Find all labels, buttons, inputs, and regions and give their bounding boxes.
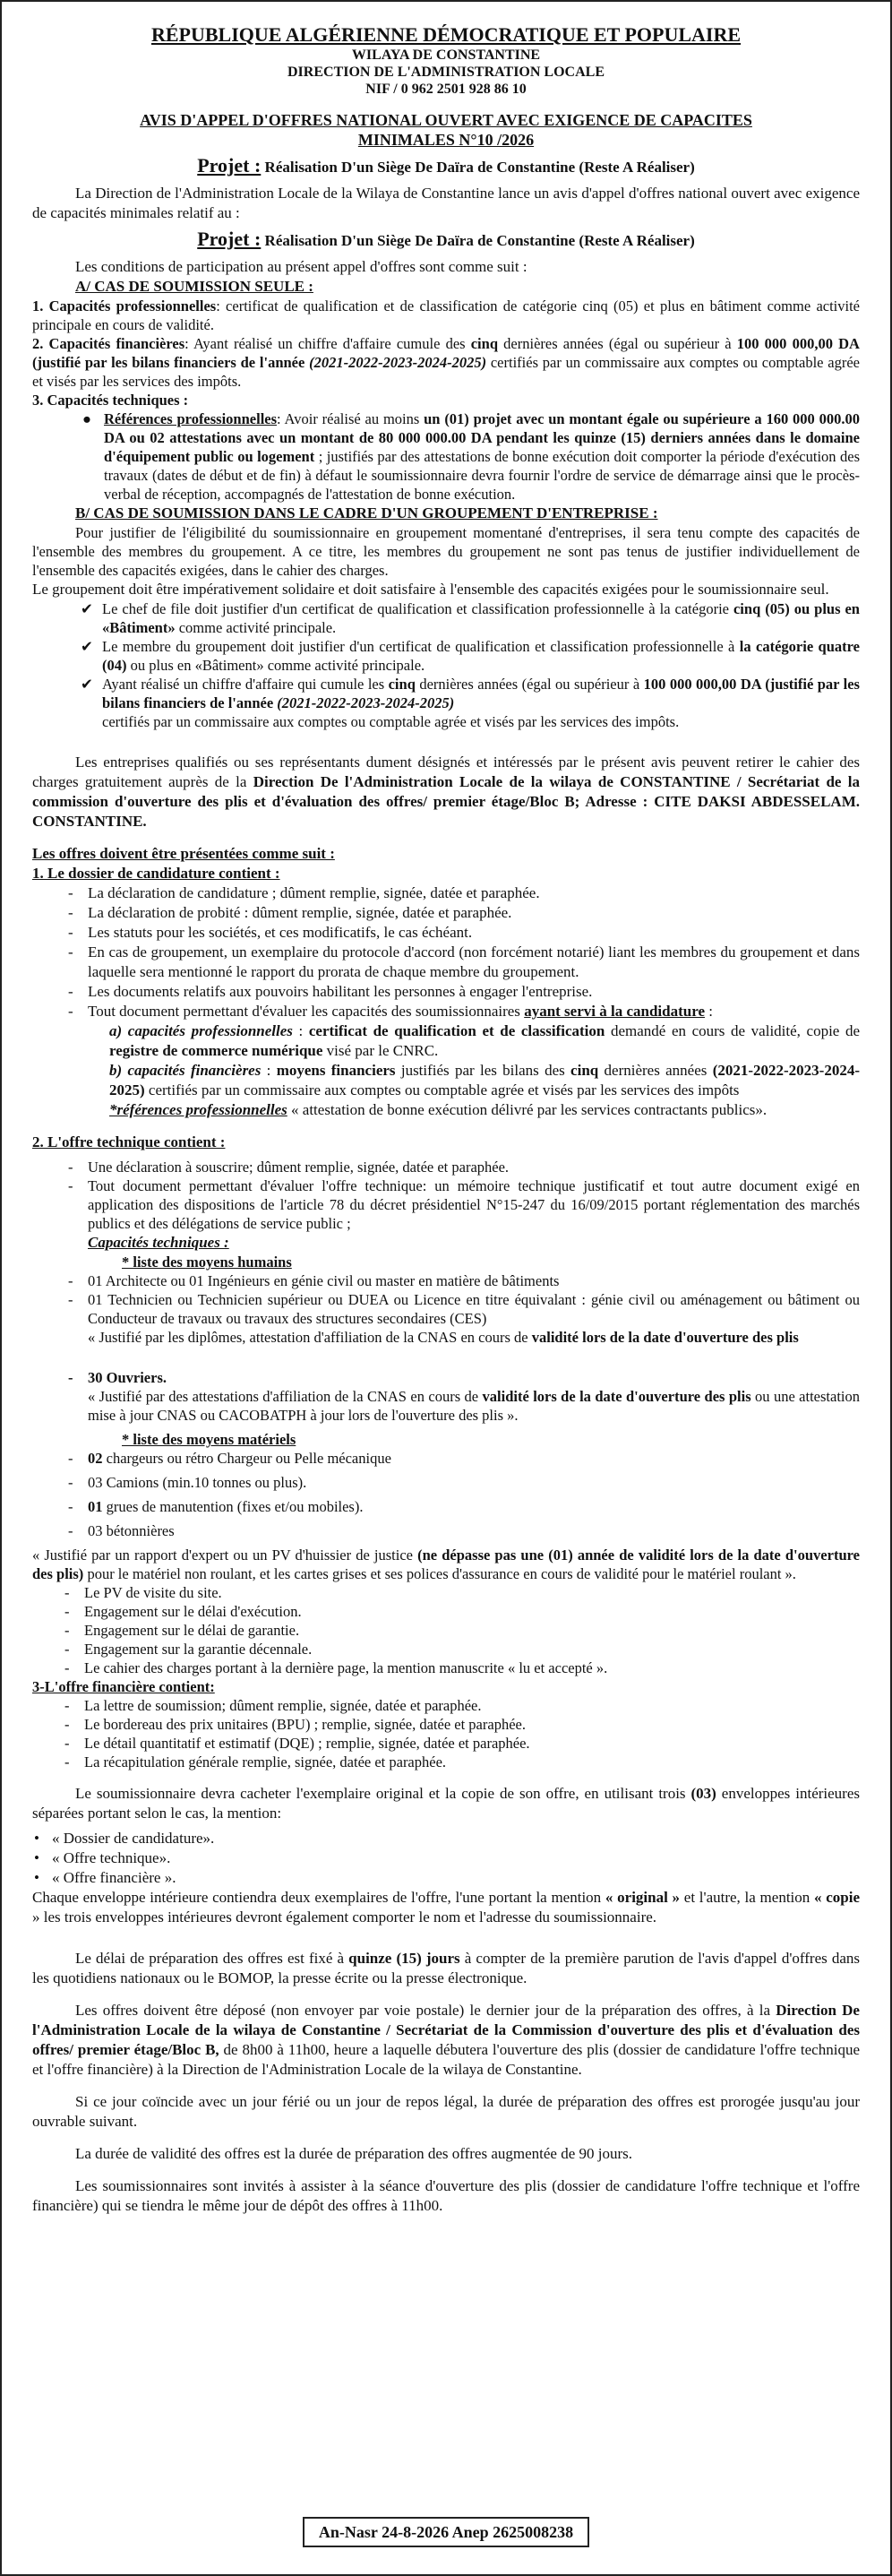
project-text: Réalisation D'un Siège De Daïra de Constantine (Reste A Réaliser): [264, 159, 695, 176]
notice-title: AVIS D'APPEL D'OFFRES NATIONAL OUVERT AVEC EXIGENCE DE CAPACITES: [140, 111, 752, 129]
publication-footer: [32, 2517, 860, 2547]
project-text-repeat: Réalisation D'un Siège De Daïra de Constantine (Reste A Réaliser): [264, 232, 695, 249]
engagement-item-2: - Engagement sur le délai d'exécution.: [64, 1603, 302, 1620]
publication-reference: An-Nasr 24-8-2026 Anep 2625008238: [303, 2517, 589, 2547]
delai-preparation: Le délai de préparation des offres est fixé à quinze (15) jours à compter de la première parution de l'avis d'appel d'offres dans les quotidiens nationaux ou le BOMOP, la presse écrite ou la presse électronique.: [32, 1950, 861, 1986]
direction-heading: DIRECTION DE L'ADMINISTRATION LOCALE: [287, 65, 605, 80]
engagement-item-1: - Le PV de visite du site.: [64, 1584, 222, 1601]
project-label-repeat: Projet :: [197, 228, 262, 250]
offres-title: Les offres doivent être présentées comme suit :: [32, 845, 335, 862]
capacite-technique-label: 3. Capacités techniques :: [32, 392, 189, 409]
moyens-materiels-title: * liste des moyens matériels: [122, 1431, 296, 1448]
notice-title-number: MINIMALES N°10 /2026: [357, 131, 535, 149]
moyen-materiel-1: - 02 chargeurs ou rétro Chargeur ou Pelle mécanique: [68, 1450, 391, 1467]
engagement-item-3: - Engagement sur le délai de garantie.: [64, 1622, 300, 1639]
project-line-repeat: [32, 228, 860, 252]
validite-offres: La durée de validité des offres est la durée de préparation des offres augmentée de 90 jours.: [75, 2145, 632, 2162]
dossier-item-2: - La déclaration de probité : dûment remplie, signée, datée et paraphée.: [68, 904, 512, 921]
bullet-icon: •: [34, 1869, 39, 1886]
technique-item-2: - Tout document permettant d'évaluer l'offre technique: un mémoire technique justificatif et tout autre document exigé en application des dispositions de l'article 78 du décret présidentiel N°15-247 du 16/09/2015 portant réglementation des marchés publics et des délégations de service public ;: [68, 1177, 860, 1232]
groupement-paragraph-1: Pour justifier de l'éligibilité du soumissionnaire en groupement momentané d'entreprises, il sera tenu compte des capacités de l'ensemble des membres du groupement. A ce titre, les membres du groupement ne sont pas tenus de justifier individuellement de l'ensemble des capacités exigées, dans le cahier des charges.: [32, 524, 860, 579]
offre-financiere-title: 3-L'offre financière contient:: [32, 1678, 215, 1695]
dossier-item-1: - La déclaration de candidature ; dûment remplie, signée, datée et paraphée.: [68, 884, 540, 901]
dossier-candidature-title: 1. Le dossier de candidature contient :: [32, 865, 280, 882]
engagement-item-5: - Le cahier des charges portant à la dernière page, la mention manuscrite « lu et accepté ».: [64, 1659, 608, 1676]
project-line: [32, 155, 860, 178]
capacite-financiere: 2. Capacités financières: Ayant réalisé un chiffre d'affaire cumule des cinq dernières années (égal ou supérieur à 100 000 000,00 DA (justifié par les bilans financiers de l'année (2021-2022-2023-2024-2025) certifiés par un commissaire aux comptes ou comptable agrée et visés par les services des impôts.: [32, 335, 860, 390]
bullet-icon: •: [34, 1830, 39, 1847]
dossier-item-6: - Tout document permettant d'évaluer les capacités des soumissionnaires ayant servi à la candidature :: [68, 1003, 713, 1020]
section-b-title: B/ CAS DE SOUMISSION DANS LE CADRE D'UN GROUPEMENT D'ENTREPRISE :: [75, 504, 658, 521]
enveloppe-note: Chaque enveloppe intérieure contiendra deux exemplaires de l'offre, l'une portant la mention « original » et l'autre, la mention « copie » les trois enveloppes intérieures devront également comporter le nom et l'adresse du soumissionnaire.: [32, 1889, 861, 1926]
dossier-item-3: - Les statuts pour les sociétés, et ces modificatifs, le cas échéant.: [68, 924, 473, 941]
groupement-paragraph-2: Le groupement doit être impérativement solidaire et doit satisfaire à l'ensemble des capacités exigées pour le soumissionnaire seul.: [32, 581, 829, 598]
moyen-materiel-4: - 03 bétonnières: [68, 1522, 175, 1539]
wilaya-heading: WILAYA DE CONSTANTINE: [351, 47, 541, 63]
capacite-professionnelle: [32, 297, 860, 334]
references-professionnelles: ● Références professionnelles: Avoir réalisé au moins un (01) projet avec un montant égale ou supérieure a 160 000 000.00 DA ou 02 attestations avec un montant de 80 000 000.00 DA pendant les quinze (15) derniers années dans le domaine d'équipement public ou logement ; justifiés par des attestations de bonne exécution doit comporter la période d'exécution des travaux (dates de début et de fin) à défaut le soumissionnaire devra fournir l'ordre de service de démarrage ainsi que le procès-verbal de réception, accompagnés de l'attestation de bonne exécution.: [82, 410, 860, 503]
offre-technique-title: 2. L'offre technique contient :: [32, 1133, 226, 1150]
technique-item-1: - Une déclaration à souscrire; dûment remplie, signée, datée et paraphée.: [68, 1159, 510, 1176]
seance-ouverture: Les soumissionnaires sont invités à assister à la séance d'ouverture des plis (dossier de candidature l'offre technique et l'offre financière) qui se tiendra le même jour de dépôt des offres à 11h00.: [32, 2177, 860, 2214]
moyens-humains-title: * liste des moyens humains: [122, 1254, 292, 1271]
groupement-check-1: ✔ Le chef de file doit justifier d'un certificat de qualification et classification professionnelle à la catégorie cinq (05) ou plus en «Bâtiment» comme activité principale.: [81, 600, 860, 636]
moyen-humain-1: - 01 Architecte ou 01 Ingénieurs en génie civil ou master en matière de bâtiments: [68, 1272, 560, 1289]
check-icon: ✔: [81, 600, 93, 617]
moyens-materiels-justification: « Justifié par un rapport d'expert ou un PV d'huissier de justice (ne dépasse pas une (01) année de validité lors de la date d'ouverture des plis) pour le matériel non roulant, et les cartes grises et ses polices d'assurance en cours de validité pour le matériel roulant ».: [32, 1546, 860, 1582]
intro-paragraph: La Direction de l'Administration Locale de la Wilaya de Constantine lance un avis d'appel d'offres national ouvert avec exigence de capacités minimales relatif au :: [32, 185, 860, 221]
groupement-check-3: ✔ Ayant réalisé un chiffre d'affaire qui cumule les cinq dernières années (égal ou supérieur à 100 000 000,00 DA (justifié par les bilans financiers de l'année (2021-2022-2023-2024-2025) certifiés par un commissaire aux comptes ou comptable agrée et visés par les services des impôts.: [81, 676, 860, 730]
enveloppe-item-3: • « Offre financière ».: [34, 1869, 176, 1886]
capacites-techniques-title: Capacités techniques :: [88, 1234, 229, 1251]
dossier-capacites-professionnelles: a) capacités professionnelles : certificat de qualification et de classification demandé en cours de validité, copie de registre de commerce numérique visé par le CNRC.: [109, 1022, 860, 1059]
cap-pro-text: : certificat de qualification et de classification de catégorie cinq (05) et plus en bâtiment comme activité principale en cours de validité.: [32, 297, 861, 333]
moyen-materiel-2: - 03 Camions (min.10 tonnes ou plus).: [68, 1474, 307, 1491]
enveloppe-item-2: • « Offre technique».: [34, 1849, 171, 1866]
moyen-materiel-3: - 01 grues de manutention (fixes et/ou mobiles).: [68, 1498, 364, 1515]
enveloppes-intro: Le soumissionnaire devra cacheter l'exemplaire original et la copie de son offre, en utilisant trois (03) enveloppes intérieures séparées portant selon le cas, la mention:: [32, 1785, 860, 1822]
nif-number: NIF / 0 962 2501 928 86 10: [365, 82, 527, 97]
retrait-cahier-paragraph: Les entreprises qualifiés ou ses représentants dument désignés et intéressés par le présent avis peuvent retirer le cahier des charges gratuitement auprès de la Direction De l'Administration Locale de la wilaya de CONSTANTINE / Secrétariat de la commission d'ouverture des plis et d'évaluation des offres/ premier étage/Bloc B; Adresse : CITE DAKSI ABDESSELAM. CONSTANTINE.: [32, 754, 860, 830]
republic-heading: RÉPUBLIQUE ALGÉRIENNE DÉMOCRATIQUE ET POPULAIRE: [150, 23, 742, 46]
dossier-references-professionnelles: *références professionnelles « attestation de bonne exécution délivré par les services contractants publics».: [109, 1101, 768, 1118]
check-icon: ✔: [81, 638, 93, 655]
jour-ferie: Si ce jour coïncide avec un jour férié ou un jour de repos légal, la durée de préparation des offres est prorogée jusqu'au jour ouvrable suivant.: [32, 2093, 860, 2130]
moyen-humain-3: - 30 Ouvriers.: [68, 1369, 167, 1386]
groupement-check-2: ✔ Le membre du groupement doit justifier d'un certificat de qualification et classification professionnelle à la catégorie quatre (04) ou plus en «Bâtiment» comme activité principale.: [81, 638, 861, 674]
financiere-item-3: - Le détail quantitatif et estimatif (DQE) ; remplie, signée, datée et paraphée.: [64, 1735, 530, 1752]
financiere-item-2: - Le bordereau des prix unitaires (BPU) ; remplie, signée, datée et paraphée.: [64, 1716, 526, 1733]
engagement-item-4: - Engagement sur la garantie décennale.: [64, 1641, 313, 1658]
section-a-title: A/ CAS DE SOUMISSION SEULE :: [75, 278, 313, 295]
cap-pro-label: 1. Capacités professionnelles: [32, 297, 217, 314]
project-label: Projet :: [197, 154, 262, 177]
conditions-intro: Les conditions de participation au présent appel d'offres sont comme suit :: [75, 258, 527, 275]
moyen-humain-2: - 01 Technicien ou Technicien supérieur ou DUEA ou Licence en titre équivalant : génie civil ou aménagement ou bâtiment ou Conducteur de travaux ou travaux des structures secondaires (CES) « Justifié par les diplômes, attestation d'affiliation de la CNAS en cours de validité lors de la date d'ouverture des plis: [68, 1291, 860, 1346]
dossier-item-4: - En cas de groupement, un exemplaire du protocole d'accord (non forcément notarié) liant les membres du groupement et dans laquelle sera mentionné le rapport du prorata de chaque membre du groupement.: [68, 943, 860, 980]
dossier-capacites-financieres: b) capacités financières : moyens financiers justifiés par les bilans des cinq dernières années (2021-2022-2023-2024-2025) certifiés par un commissaire aux comptes ou comptable agrée et visés par les services des impôts: [109, 1062, 860, 1098]
enveloppe-item-1: • « Dossier de candidature».: [34, 1830, 215, 1847]
dossier-item-5: - Les documents relatifs aux pouvoirs habilitant les personnes à engager l'entreprise.: [68, 983, 593, 1000]
financiere-item-1: - La lettre de soumission; dûment remplie, signée, datée et paraphée.: [64, 1697, 482, 1714]
bullet-icon: •: [34, 1849, 39, 1866]
check-icon: ✔: [81, 676, 93, 693]
bullet-icon: ●: [82, 410, 91, 427]
moyen-humain-3-justification: « Justifié par des attestations d'affiliation de la CNAS en cours de validité lors de la date d'ouverture des plis ou une attestation mise à jour CNAS ou CACOBATPH à jour lors de l'ouverture des plis ».: [88, 1388, 860, 1424]
financiere-item-4: - La récapitulation générale remplie, signée, datée et paraphée.: [64, 1753, 447, 1770]
depot-offres: Les offres doivent être déposé (non envoyer par voie postale) le dernier jour de la préparation des offres, à la Direction De l'Administration Locale de la wilaya de Constantine / Secrétariat de la Commission d'ouverture des plis et d'évaluation des offres/ premier étage/Bloc B, de 8h00 à 11h00, heure a laquelle débutera l'ouverture des plis (dossier de candidature l'offre technique et l'offre financière) à la Direction de l'Administration Locale de la wilaya de Constantine.: [32, 2002, 860, 2078]
